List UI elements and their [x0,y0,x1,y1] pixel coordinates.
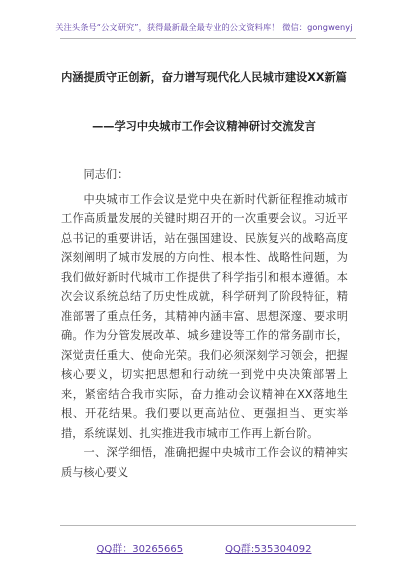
paragraph: 中央城市工作会议是党中央在新时代新征程推动城市工作高质量发展的关键时期召开的一次重要会议。习近平总书记的重要讲话，站在强国建设、民族复兴的战略高度深刻阐明了城市发展的方向性、根本性、战略性问题，为我们做好新时代城市工作提供了科学指引和根本遵循。本次会议系统总结了历史性成就，科学研判了阶段特征，精准部署了重点任务，其精神内涵丰富、思想深邃、要求明确。作为分管发展改革、城乡建设等工作的常务副市长，深觉责任重大、使命光荣。我们必须深刻学习领会，把握核心要义，切实把思想和行动统一到党中央决策部署上来，紧密结合我市实际，奋力推动会议精神在XX落地生根、开花结果。我们要以更高站位、更强担当、更实举措，系统谋划、扎实推进我市城市工作再上新台阶。 [61,192,348,440]
header-divider [60,38,356,39]
qq-group-1[interactable]: QQ群：30265665 [96,544,184,555]
salutation: 同志们： [83,168,129,181]
footer-divider [60,525,356,526]
document-title: 内涵提质守正创新，奋力谱写现代化人民城市建设XX新篇 [61,71,347,84]
footer [0,540,408,555]
document-subtitle: ——学习中央城市工作会议精神研讨交流发言 [92,120,316,133]
header-banner: 关注头条号“公文研究”，获得最新最全最专业的公文资料库！ 微信：gongwenyj [55,22,353,32]
document-body [61,165,348,482]
section-heading: 一、深学细悟，准确把握中央城市工作会议的精神实质与核心要义 [61,446,348,479]
qq-group-2[interactable]: QQ群:535304092 [225,544,312,555]
